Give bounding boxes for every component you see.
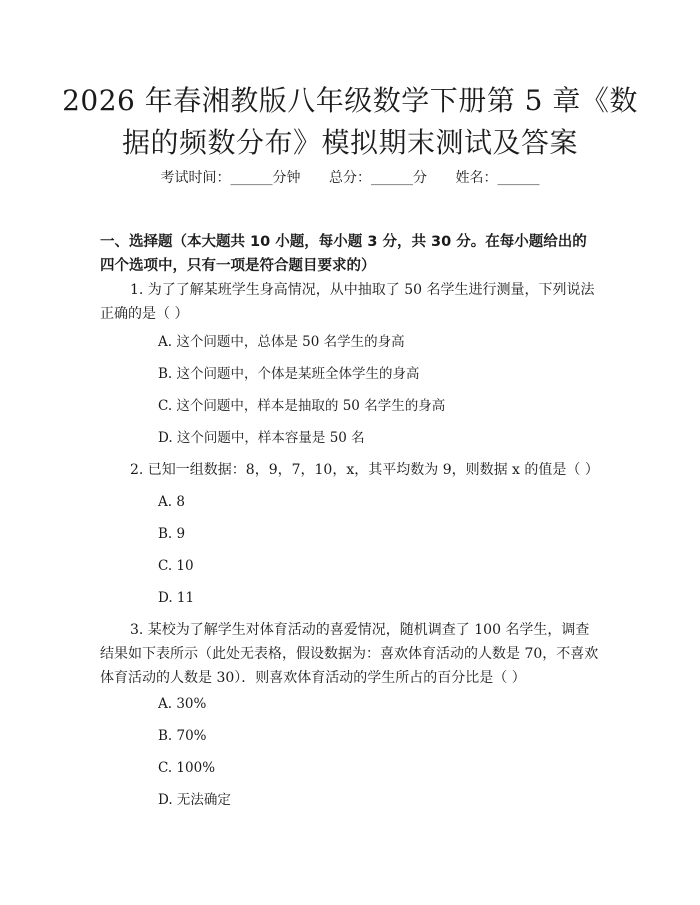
- question-2: 2. 已知一组数据：8，9，7，10，x，其平均数为 9，则数据 x 的值是（ ）: [130, 462, 599, 478]
- title-line-2: 据的频数分布》模拟期末测试及答案: [121, 126, 578, 159]
- title-line-1: 2026 年春湘教版八年级数学下册第 5 章《数: [62, 84, 638, 117]
- question-3: 3. 某校为了解学生对体育活动的喜爱情况，随机调查了 100 名学生，调查结果如下表所示（此处无表格，假设数据为：喜欢体育活动的人数是 70，不喜欢体育活动的人数是 30）．则喜欢体育活动的学生所占的百分比是（ ）: [100, 622, 599, 686]
- question-1: 1. 为了了解某班学生身高情况，从中抽取了 50 名学生进行测量，下列说法正确的是（ ）: [100, 282, 595, 322]
- exam-meta: [0, 167, 700, 187]
- q3-option-c: C. 100%: [158, 760, 216, 776]
- q3-option-d: D. 无法确定: [158, 792, 231, 808]
- document-title: [60, 80, 640, 164]
- section-heading: 一、选择题（本大题共 10 小题，每小题 3 分，共 30 分。在每小题给出的四个选项中，只有一项是符合题目要求的）: [100, 234, 587, 274]
- q3-option-a: A. 30%: [158, 696, 207, 712]
- exam-time: 考试时间：______分钟: [160, 170, 301, 186]
- q1-option-a: A. 这个问题中，总体是 50 名学生的身高: [158, 334, 405, 350]
- q2-option-b: B. 9: [158, 526, 186, 542]
- q3-option-b: B. 70%: [158, 728, 207, 744]
- q1-option-d: D. 这个问题中，样本容量是 50 名: [158, 430, 365, 446]
- q1-option-b: B. 这个问题中，个体是某班全体学生的身高: [158, 366, 420, 382]
- student-name: 姓名：______: [455, 170, 540, 186]
- q2-option-d: D. 11: [158, 590, 195, 606]
- exam-score: 总分：______分: [329, 170, 427, 186]
- q2-option-a: A. 8: [158, 494, 185, 510]
- q1-option-c: C. 这个问题中，样本是抽取的 50 名学生的身高: [158, 398, 446, 414]
- q2-option-c: C. 10: [158, 558, 194, 574]
